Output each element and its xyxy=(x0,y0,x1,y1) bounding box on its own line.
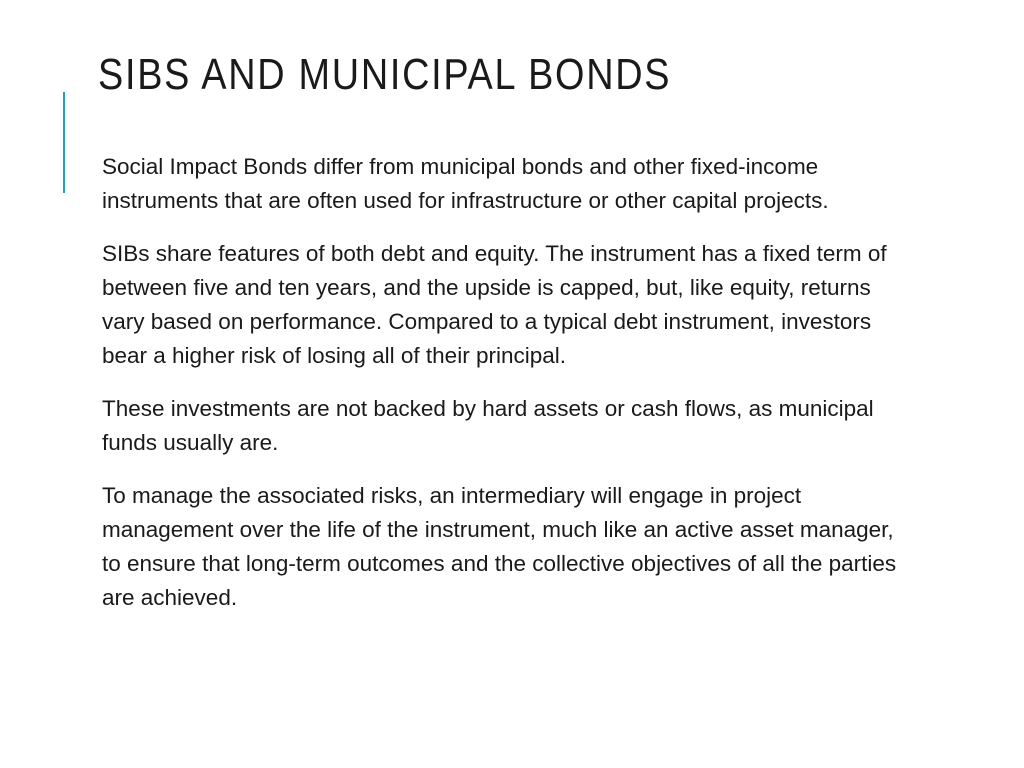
paragraph-debt-and-equity-features: SIBs share features of both debt and equity. The instrument has a fixed term of between five and ten years, and the upside is capped, but, like equity, returns vary based on performance. Compared to a typical debt instrument, investors bear a higher risk of losing all of their principal. xyxy=(102,241,887,368)
slide-body xyxy=(102,150,902,634)
accent-divider-line xyxy=(63,92,65,193)
slide-title: SIBS AND MUNICIPAL BONDS xyxy=(98,50,672,99)
paragraph-intermediary-risk-management: To manage the associated risks, an intermediary will engage in project management over the life of the instrument, much like an active asset manager, to ensure that long-term outcomes and the collective objectives of all the parties are achieved. xyxy=(102,483,897,610)
paragraph-not-backed-by-assets: These investments are not backed by hard assets or cash flows, as municipal funds usually are. xyxy=(102,396,874,455)
paragraph-sibs-vs-municipal-bonds: Social Impact Bonds differ from municipal bonds and other fixed-income instruments that are often used for infrastructure or other capital projects. xyxy=(102,154,829,213)
